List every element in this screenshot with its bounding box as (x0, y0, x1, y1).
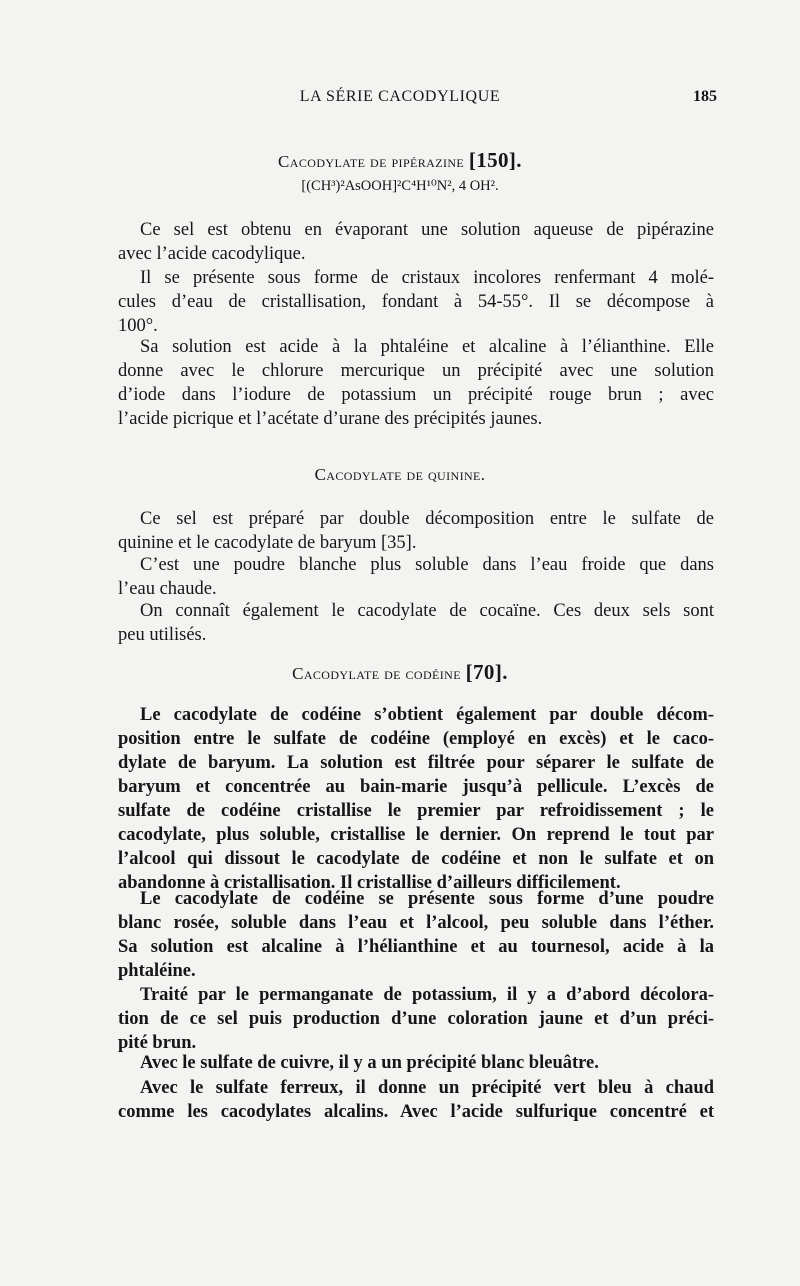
running-title: LA SÉRIE CACODYLIQUE (299, 88, 501, 105)
reference-number: [70]. (465, 660, 508, 684)
text-line: avec l’acide cacodylique. (118, 244, 306, 264)
reference-number: [150]. (468, 148, 522, 172)
text-line: abandonne à cristallisation. Il cristallise d’ailleurs difficilement. (118, 873, 621, 893)
chemical-formula: [(CH³)²AsOOH]²C⁴H¹⁰N², 4 OH². (301, 178, 499, 194)
text-line: l’eau chaude. (118, 579, 217, 599)
paragraph (118, 599, 714, 647)
text-line: comme les cacodylates alcalins. Avec l’acide sulfurique concentré et (118, 1102, 714, 1122)
text-line: 100°. (118, 316, 158, 336)
paragraph (118, 266, 714, 338)
text-line: Le cacodylate de codéine s’obtient également par double décom- (140, 705, 714, 725)
text-line: cacodylate, plus soluble, cristallise le dernier. On reprend le tout par (118, 825, 714, 845)
running-header (0, 88, 800, 112)
text-line: sulfate de codéine cristallise le premier par refroidissement ; le (118, 801, 714, 821)
text-line: Il se présente sous forme de cristaux incolores renfermant 4 molé- (140, 268, 714, 288)
paragraph (118, 1076, 714, 1124)
paragraph (118, 703, 714, 895)
text-line: Ce sel est préparé par double décomposition entre le sulfate de (140, 509, 714, 529)
text-line: Le cacodylate de codéine se présente sous forme d’une poudre (140, 889, 714, 909)
text-line: phtaléine. (118, 961, 196, 981)
text-line: peu utilisés. (118, 625, 207, 645)
paragraph (118, 887, 714, 983)
text-line: d’iode dans l’iodure de potassium un précipité rouge brun ; avec (118, 385, 714, 405)
text-line: blanc rosée, soluble dans l’eau et l’alcool, peu soluble dans l’éther. (118, 913, 714, 933)
text-line: Sa solution est acide à la phtaléine et alcaline à l’élianthine. Elle (140, 337, 714, 357)
section-title: Cacodylate de pipérazine (278, 152, 465, 171)
text-line: baryum et concentrée au bain-marie jusqu’à pellicule. L’excès de (118, 777, 714, 797)
text-line: pité brun. (118, 1033, 197, 1053)
text-line: Avec le sulfate ferreux, il donne un précipité vert bleu à chaud (140, 1078, 714, 1098)
text-line: Traité par le permanganate de potassium, il y a d’abord décolora- (140, 985, 714, 1005)
section-heading-piperazine (0, 148, 800, 173)
paragraph (118, 1051, 714, 1075)
page-number: 185 (693, 88, 717, 105)
paragraph (118, 335, 714, 431)
text-line: Ce sel est obtenu en évaporant une solution aqueuse de pipérazine (140, 220, 714, 240)
paragraph (118, 553, 714, 601)
text-line: l’alcool qui dissout le cacodylate de codéine et non le sulfate et on (118, 849, 714, 869)
text-line: l’acide picrique et l’acétate d’urane des précipités jaunes. (118, 409, 543, 429)
paragraph (118, 218, 714, 266)
text-line: position entre le sulfate de codéine (employé en excès) et le caco- (118, 729, 714, 749)
section-heading-quinine (0, 465, 800, 485)
text-line: Avec le sulfate de cuivre, il y a un précipité blanc bleuâtre. (140, 1053, 599, 1073)
section-heading-codeine (0, 660, 800, 685)
text-line: donne avec le chlorure mercurique un précipité avec une solution (118, 361, 714, 381)
paragraph (118, 983, 714, 1055)
section-title: Cacodylate de codéine (292, 664, 461, 683)
text-line: On connaît également le cacodylate de cocaïne. Ces deux sels sont (140, 601, 714, 621)
text-line: Sa solution est alcaline à l’hélianthine et au tournesol, acide à la (118, 937, 714, 957)
text-line: dylate de baryum. La solution est filtrée pour séparer le sulfate de (118, 753, 714, 773)
text-line: tion de ce sel puis production d’une coloration jaune et d’un préci- (118, 1009, 714, 1029)
text-line: cules d’eau de cristallisation, fondant à 54-55°. Il se décompose à (118, 292, 714, 312)
paragraph (118, 507, 714, 555)
text-line: C’est une poudre blanche plus soluble dans l’eau froide que dans (140, 555, 714, 575)
text-line: quinine et le cacodylate de baryum [35]. (118, 533, 417, 553)
section-title: Cacodylate de quinine. (314, 465, 486, 484)
